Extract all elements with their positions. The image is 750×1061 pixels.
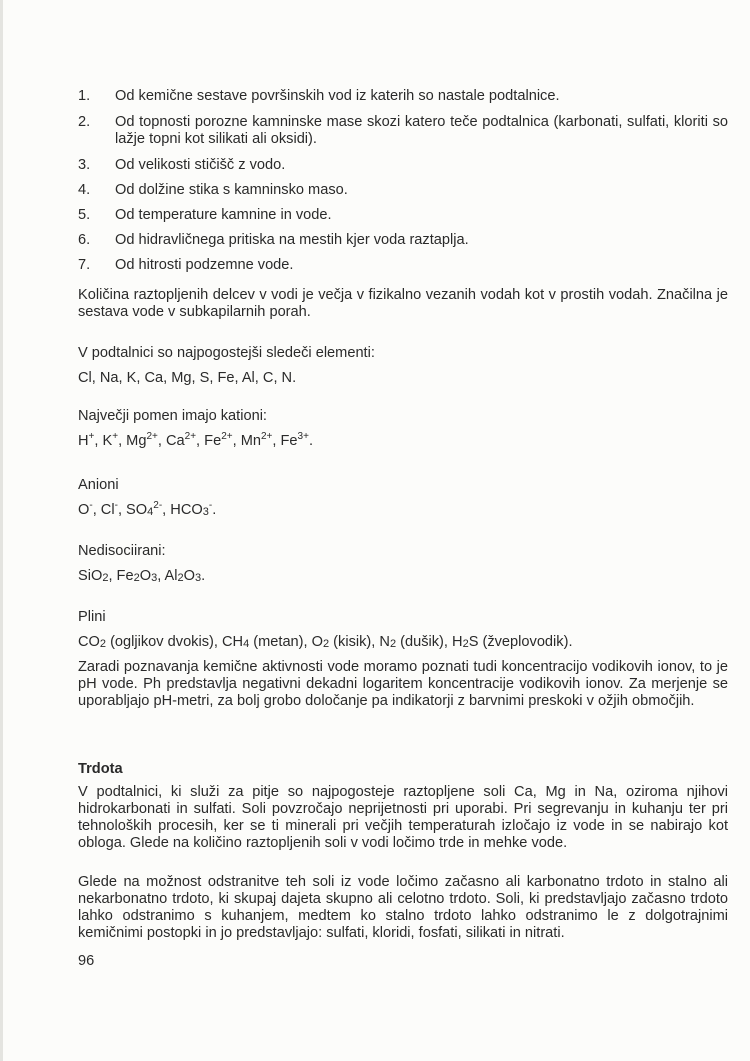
list-item bbox=[78, 88, 728, 105]
list-text: Od hidravličnega pritiska na mestih kjer voda raztaplja. bbox=[115, 232, 469, 248]
paragraph-ph: Zaradi poznavanja kemične aktivnosti vode moramo poznati tudi koncentracijo vodikovih ionov, to je pH vode. Ph predstavlja negativni dekadni logaritem koncentracije vodikovih ionov. Za merjenje se uporabljajo pH-metri, za bolj grobo določanje pa indikatorji z barvnimi preskoki v ožjih območjih. bbox=[78, 659, 728, 709]
formula-text: H bbox=[78, 433, 89, 449]
formula-subscript: 4 bbox=[147, 506, 154, 518]
formula-subscript: 4 bbox=[243, 638, 250, 650]
formula-text: , Fe bbox=[108, 568, 134, 584]
elements-list: Cl, Na, K, Ca, Mg, S, Fe, Al, C, N. bbox=[78, 370, 297, 386]
formula-text: . bbox=[201, 568, 206, 584]
list-text: Od hitrosti podzemne vode. bbox=[115, 257, 294, 273]
formula-subscript: 3 bbox=[151, 572, 158, 584]
formula-text: , K bbox=[94, 433, 113, 449]
formula-text: (kisik), N bbox=[329, 634, 390, 650]
formula-text: , Mg bbox=[118, 433, 147, 449]
formula-text: (dušik), H bbox=[396, 634, 463, 650]
formula-superscript: + bbox=[88, 431, 95, 442]
list-number: 5. bbox=[78, 207, 91, 223]
anions-formula bbox=[78, 502, 728, 519]
list-text: Od dolžine stika s kamninsko maso. bbox=[115, 182, 348, 198]
undissociated-label: Nedisociirani: bbox=[78, 543, 166, 559]
formula-text: O bbox=[183, 568, 195, 584]
elements-label: V podtalnici so najpogostejši sledeči elementi: bbox=[78, 345, 375, 361]
list-text: Od topnosti porozne kamninske mase skozi katero teče podtalnica (karbonati, sulfati, kloriti so lažje topni kot silikati ali oksidi). bbox=[115, 114, 728, 147]
formula-text: , Al bbox=[157, 568, 178, 584]
formula-text: O bbox=[78, 502, 90, 518]
formula-subscript: 3 bbox=[194, 572, 202, 584]
page-number: 96 bbox=[78, 953, 95, 969]
cations-label: Največji pomen imajo kationi: bbox=[78, 408, 267, 424]
formula-text: , Fe bbox=[196, 433, 222, 449]
undissociated-formula bbox=[78, 568, 728, 585]
formula-superscript: - bbox=[114, 500, 118, 511]
formula-text: (metan), O bbox=[249, 634, 323, 650]
formula-text: , Mn bbox=[232, 433, 261, 449]
list-number: 6. bbox=[78, 232, 91, 248]
formula-text: . bbox=[308, 433, 313, 449]
gases-formula bbox=[78, 634, 728, 651]
formula-text: , Fe bbox=[272, 433, 298, 449]
formula-text: . bbox=[212, 502, 217, 518]
formula-superscript: 2- bbox=[153, 500, 163, 511]
formula-subscript: 3 bbox=[202, 506, 209, 518]
paragraph-kolicina: Količina raztopljenih delcev v vodi je večja v fizikalno vezanih vodah kot v prostih vodah. Značilna je sestava vode v subkapilarnih porah. bbox=[78, 287, 728, 320]
formula-text: , Ca bbox=[157, 433, 185, 449]
list-item bbox=[78, 207, 728, 224]
section-heading-trdota: Trdota bbox=[78, 761, 123, 777]
formula-superscript: - bbox=[208, 500, 213, 511]
formula-superscript: + bbox=[112, 431, 119, 442]
list-text: Od velikosti stičišč z vodo. bbox=[115, 157, 286, 173]
formula-text: S (žveplovodik). bbox=[468, 634, 573, 650]
formula-subscript: 2 bbox=[323, 638, 330, 650]
anions-label: Anioni bbox=[78, 477, 119, 493]
formula-text: (ogljikov dvokis), CH bbox=[106, 634, 244, 650]
list-item bbox=[78, 114, 728, 148]
list-number: 3. bbox=[78, 157, 91, 173]
formula-text: CO bbox=[78, 634, 100, 650]
list-number: 7. bbox=[78, 257, 91, 273]
list-item bbox=[78, 182, 728, 199]
formula-text: SiO bbox=[78, 568, 103, 584]
formula-text: , HCO bbox=[162, 502, 203, 518]
list-item bbox=[78, 157, 728, 174]
formula-subscript: 2 bbox=[462, 638, 469, 650]
list-item bbox=[78, 232, 728, 249]
formula-superscript: 2+ bbox=[184, 431, 197, 442]
list-text: Od temperature kamnine in vode. bbox=[115, 207, 332, 223]
list-number: 2. bbox=[78, 114, 91, 130]
cations-formula bbox=[78, 433, 728, 450]
list-item bbox=[78, 257, 728, 274]
list-number: 4. bbox=[78, 182, 91, 198]
paragraph-trdota-1: V podtalnici, ki služi za pitje so najpogosteje raztopljene soli Ca, Mg in Na, oziroma njihovi hidrokarbonati in sulfati. Soli povzročajo neprijetnosti pri uporabi. Pri segrevanju in kuhanju ter pri tehnoloških procesih, ker se ti minerali pri večjih temperaturah izločajo iz vode in se nabirajo kot obloga. Glede na količino raztopljenih soli v vodi ločimo trde in mehke vode. bbox=[78, 784, 728, 851]
formula-superscript: 2+ bbox=[260, 431, 273, 442]
formula-superscript: 3+ bbox=[297, 431, 309, 442]
formula-subscript: 2 bbox=[99, 638, 107, 650]
formula-subscript: 2 bbox=[389, 638, 397, 650]
scan-edge bbox=[0, 0, 3, 1061]
formula-superscript: - bbox=[89, 500, 93, 511]
formula-text: , Cl bbox=[92, 502, 115, 518]
formula-subscript: 2 bbox=[102, 572, 109, 584]
formula-text: , SO bbox=[117, 502, 148, 518]
formula-text: O bbox=[139, 568, 152, 584]
formula-subscript: 2 bbox=[133, 572, 140, 584]
list-text: Od kemične sestave površinskih vod iz katerih so nastale podtalnice. bbox=[115, 88, 560, 104]
gases-label: Plini bbox=[78, 609, 106, 625]
formula-superscript: 2+ bbox=[146, 431, 158, 442]
list-number: 1. bbox=[78, 88, 91, 104]
formula-subscript: 2 bbox=[177, 572, 184, 584]
paragraph-trdota-2: Glede na možnost odstranitve teh soli iz vode ločimo začasno ali karbonatno trdoto in stalno ali nekarbonatno trdoto, ki skupaj dajeta skupno ali celotno trdoto. Soli, ki predstavljajo začasno trdoto lahko odstranimo s kuhanjem, medtem ko stalno trdoto lahko odstranimo le z dolgotrajnimi kemičnimi postopki in jo predstavljajo: sulfati, kloridi, fosfati, silikati in nitrati. bbox=[78, 874, 728, 941]
formula-superscript: 2+ bbox=[221, 431, 233, 442]
